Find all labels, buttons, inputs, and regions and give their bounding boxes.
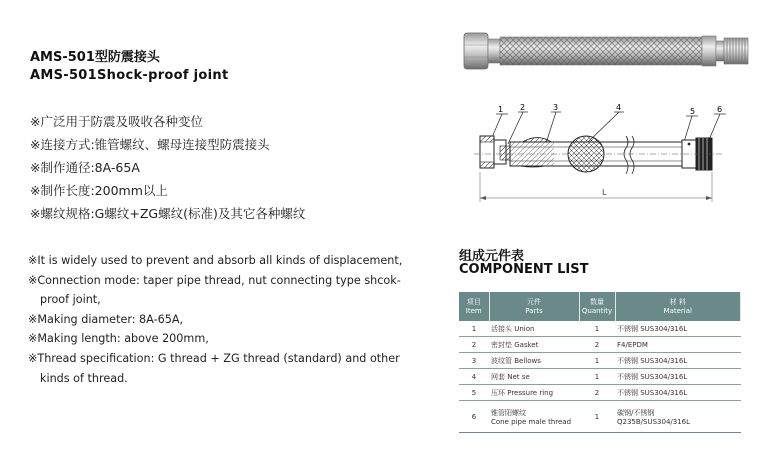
feature-item: ※制作长度:200mm以上 [30, 183, 168, 198]
cell-item: 1 [459, 321, 489, 337]
table-row [459, 385, 741, 401]
table-row [459, 321, 741, 337]
cell-part: 网套 Net se [489, 369, 579, 385]
cell-item: 2 [459, 337, 489, 353]
cell-item: 4 [459, 369, 489, 385]
cell-material: F4/EPDM [615, 337, 741, 353]
cell-material: 不锈钢 SUS304/316L [615, 353, 741, 369]
product-title-cn: AMS-501型防震接头 [30, 50, 160, 65]
table-row [459, 353, 741, 369]
table-row [459, 337, 741, 353]
feature-item: ※It is widely used to prevent and absorb all kinds of displacement, [28, 254, 403, 267]
component-list-title-en: COMPONENT LIST [459, 262, 589, 277]
cell-material: 不锈钢 SUS304/316L [615, 385, 741, 401]
cell-item: 5 [459, 385, 489, 401]
feature-item-continuation: kinds of thread. [40, 371, 128, 385]
dimension-label: L [602, 188, 607, 197]
feature-item: ※制作通径:8A-65A [30, 160, 140, 175]
component-list-title-cn: 组成元件表 [459, 249, 525, 264]
callout-2: 2 [520, 103, 526, 112]
product-title-en: AMS-501Shock-proof joint [30, 68, 229, 83]
cell-material: 碳钢/不锈钢 Q235B/SUS304/316L [615, 401, 741, 433]
feature-item: ※螺纹规格:G螺纹+ZG螺纹(标准)及其它各种螺纹 [30, 206, 306, 221]
component-table [459, 292, 741, 433]
callout-5: 5 [690, 107, 696, 116]
cell-part: 压环 Pressure ring [489, 385, 579, 401]
table-header-row [459, 292, 741, 321]
feature-item: ※Thread specification: G thread + ZG thread (standard) and other [28, 351, 400, 365]
cell-qty: 1 [579, 401, 615, 433]
cell-part: 活接头 Union [489, 321, 579, 337]
column-header-material: 材 料 Material [615, 292, 741, 321]
column-header-parts: 元件 Parts [489, 292, 579, 321]
cell-part: 波纹管 Bellows [489, 353, 579, 369]
cell-item: 3 [459, 353, 489, 369]
feature-list-cn [30, 110, 305, 225]
feature-item: ※Connection mode: taper pipe thread, nut connecting type shcok- [28, 273, 401, 287]
cell-part: 密封垫 Gasket [489, 337, 579, 353]
callout-1: 1 [498, 105, 504, 114]
cell-material: 不锈钢 SUS304/316L [615, 369, 741, 385]
callout-3: 3 [553, 103, 559, 112]
cell-item: 6 [459, 401, 489, 433]
braided-hose-photo [462, 25, 752, 77]
feature-item: ※Making diameter: 8A-65A, [28, 312, 184, 326]
cell-qty: 1 [579, 369, 615, 385]
feature-item: ※连接方式:锥管螺纹、螺母连接型防震接头 [30, 137, 270, 152]
cell-qty: 2 [579, 337, 615, 353]
cell-part: 锥管阳螺纹 Cone pipe male thread [489, 401, 579, 433]
column-header-item: 项目 Item [459, 292, 489, 321]
cell-qty: 1 [579, 353, 615, 369]
feature-item: ※广泛用于防震及吸收各种变位 [30, 114, 203, 129]
cell-qty: 2 [579, 385, 615, 401]
cell-material: 不锈钢 SUS304/316L [615, 321, 741, 337]
cell-qty: 1 [579, 321, 615, 337]
callout-6: 6 [717, 105, 723, 114]
callout-4: 4 [616, 103, 622, 112]
column-header-quantity: 数量 Quantity [579, 292, 615, 321]
feature-list-en [28, 251, 423, 388]
table-row [459, 401, 741, 433]
feature-item-continuation: proof joint, [40, 293, 101, 307]
table-row [459, 369, 741, 385]
technical-diagram [474, 98, 744, 208]
feature-item: ※Making length: above 200mm, [28, 332, 209, 346]
